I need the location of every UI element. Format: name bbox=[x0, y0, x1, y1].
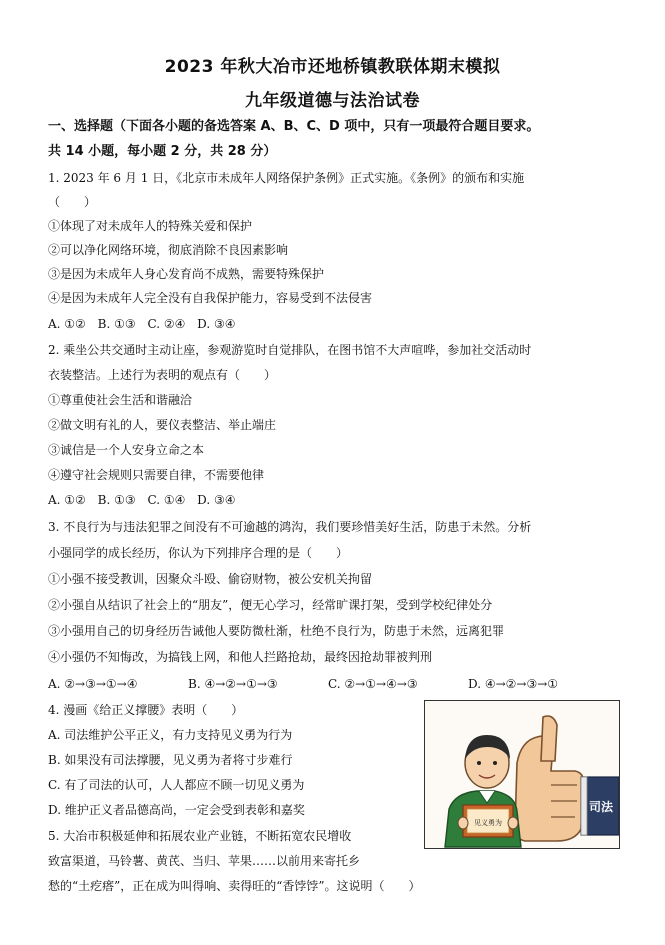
cartoon-drawing bbox=[425, 701, 619, 848]
q1-option-d: D. ③④ bbox=[197, 317, 236, 331]
q1-stem-line2: （ ） bbox=[48, 195, 97, 209]
q1-stem-line1: 1. 2023 年 6 月 1 日，《北京市未成年人网络保护条例》正式实施。《条例》的颁布和实施 bbox=[48, 171, 525, 185]
q3-option-c: C. ②→①→④→③ bbox=[328, 677, 418, 691]
q1-option-c: C. ②④ bbox=[147, 317, 186, 331]
q1-option-a: A. ①② bbox=[48, 317, 86, 331]
q2-stem-line2: 衣装整洁。上述行为表明的观点有（ ） bbox=[48, 368, 277, 382]
q2-item-1: ①尊重使社会生活和谐融洽 bbox=[48, 393, 193, 407]
q5-stem-line2: 致富渠道，马铃薯、黄芪、当归、苹果……以前用来寄托乡 bbox=[48, 854, 361, 868]
q3-option-a: A. ②→③→①→④ bbox=[48, 677, 138, 691]
section-heading-line1: 一、选择题（下面各小题的备选答案 A、B、C、D 项中，只有一项最符合题目要求。 bbox=[48, 119, 540, 134]
q4-option-b: B. 如果没有司法撑腰，见义勇为者将寸步难行 bbox=[48, 753, 293, 767]
q2-option-d: D. ③④ bbox=[197, 493, 236, 507]
q3-item-3: ③小强用自己的切身经历告诫他人要防微杜渐，杜绝不良行为，防患于未然，远离犯罪 bbox=[48, 624, 505, 638]
q2-option-c: C. ①④ bbox=[147, 493, 186, 507]
q5-stem-line3: 愁的“土疙瘩”，正在成为叫得响、卖得旺的“香饽饽”。这说明（ ） bbox=[48, 879, 421, 893]
q2-stem-line1: 2. 乘坐公共交通时主动让座，参观游览时自觉排队，在图书馆不大声喧哗，参加社交活动时 bbox=[48, 343, 532, 357]
q5-stem-line1: 5. 大冶市积极延伸和拓展农业产业链，不断拓宽农民增收 bbox=[48, 829, 352, 843]
q4-stem: 4. 漫画《给正义撑腰》表明（ ） bbox=[48, 703, 244, 717]
q4-option-d: D. 维护正义者品德高尚，一定会受到表彰和嘉奖 bbox=[48, 803, 305, 817]
certificate-label: 见义勇为 bbox=[474, 819, 502, 827]
q1-item-2: ②可以净化网络环境，彻底消除不良因素影响 bbox=[48, 243, 289, 257]
q3-option-b: B. ④→②→①→③ bbox=[188, 677, 278, 691]
q3-item-1: ①小强不接受教训，因聚众斗殴、偷窃财物，被公安机关拘留 bbox=[48, 572, 373, 586]
q1-item-1: ①体现了对未成年人的特殊关爱和保护 bbox=[48, 219, 253, 233]
q2-item-2: ②做文明有礼的人，要仪表整洁、举止端庄 bbox=[48, 418, 277, 432]
exam-subtitle: 九年级道德与法治试卷 bbox=[245, 91, 420, 111]
q2-option-a: A. ①② bbox=[48, 493, 86, 507]
q2-option-b: B. ①③ bbox=[97, 493, 136, 507]
q3-item-2: ②小强自从结识了社会上的“朋友”，便无心学习，经常旷课打架，受到学校纪律处分 bbox=[48, 598, 493, 612]
q3-item-4: ④小强仍不知悔改，为搞钱上网，和他人拦路抢劫，最终因抢劫罪被判刑 bbox=[48, 650, 433, 664]
q3-stem-line2: 小强同学的成长经历，你认为下列排序合理的是（ ） bbox=[48, 546, 349, 560]
q3-stem-line1: 3. 不良行为与违法犯罪之间没有不可逾越的鸿沟，我们要珍惜美好生活，防患于未然。分析 bbox=[48, 520, 532, 534]
q1-item-4: ④是因为未成年人完全没有自我保护能力，容易受到不法侵害 bbox=[48, 291, 373, 305]
sleeve-label: 司法 bbox=[588, 800, 614, 814]
q1-option-b: B. ①③ bbox=[97, 317, 136, 331]
q2-item-4: ④遵守社会规则只需要自律，不需要他律 bbox=[48, 468, 265, 482]
q4-option-c: C. 有了司法的认可，人人都应不顾一切见义勇为 bbox=[48, 778, 305, 792]
q1-item-3: ③是因为未成年人身心发育尚不成熟，需要特殊保护 bbox=[48, 267, 325, 281]
justice-cartoon-image bbox=[424, 700, 620, 849]
q2-item-3: ③诚信是一个人安身立命之本 bbox=[48, 443, 205, 457]
q4-option-a: A. 司法维护公平正义，有力支持见义勇为行为 bbox=[48, 728, 293, 742]
q3-option-d: D. ④→②→③→① bbox=[468, 677, 559, 691]
q1-options bbox=[48, 316, 236, 332]
q2-options bbox=[48, 492, 236, 508]
section-heading-line2: 共 14 小题，每小题 2 分，共 28 分） bbox=[48, 144, 277, 159]
exam-title: 2023 年秋大冶市还地桥镇教联体期末模拟 bbox=[164, 57, 501, 77]
